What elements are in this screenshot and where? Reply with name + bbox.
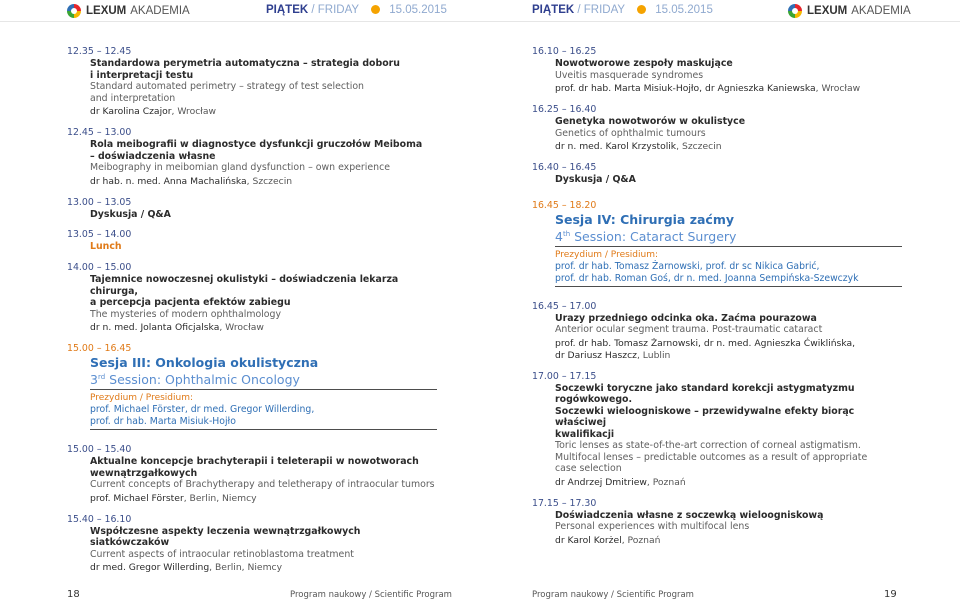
session-block (532, 200, 902, 287)
item-body (532, 383, 902, 489)
item-time: 16.45 – 17.00 (532, 300, 597, 312)
item-title-en: Personal experiences with multifocal lens (555, 521, 750, 533)
item-title-pl: Soczewki toryczne jako standard korekcji astygmatyzmu rogówkowego. (555, 382, 855, 406)
item-title-pl: wewnątrzgałkowych (90, 467, 198, 479)
item-title-en: Meibography in meibomian gland dysfunction – own experience (90, 162, 391, 173)
item-time: 15.40 – 16.10 (67, 513, 132, 525)
session-block (67, 343, 437, 430)
item-title-en: Anterior ocular segment trauma. Post-traumatic cataract (555, 324, 823, 336)
date-left-day: PIĄTEK (266, 4, 309, 16)
logo-left-bold: LEXUM (86, 5, 127, 17)
item-title-pl: – doświadczenia własne (90, 150, 216, 162)
item-title-pl: Współczesne aspekty leczenia wewnątrzgałkowych siatkówczaków (90, 525, 361, 549)
session-title-en (555, 227, 902, 244)
left-items-2 (67, 444, 437, 574)
date-left (266, 4, 447, 16)
item-time: 16.10 – 16.25 (532, 46, 597, 57)
item-speaker (90, 106, 437, 118)
item-time: 12.35 – 12.45 (67, 46, 132, 57)
item-title-en: and interpretation (90, 92, 176, 104)
speaker-city: , Berlin, Niemcy (209, 562, 283, 574)
right-items-2 (532, 301, 902, 547)
speaker-name: dr Karolina Czajor (90, 106, 172, 117)
program-item (532, 498, 902, 547)
presidium-names: prof. dr hab. Marta Misiuk-Hojło (90, 416, 236, 428)
logo-right-light: AKADEMIA (851, 5, 911, 17)
item-title-pl: Urazy przedniego odcinka oka. Zaćma pourazowa (555, 312, 817, 324)
date-dot-icon (637, 5, 646, 14)
item-body (67, 241, 437, 253)
program-item (67, 444, 437, 505)
speaker-name: dr Karol Korżel (555, 534, 622, 546)
item-title-pl: Nowotworowe zespoły maskujące (555, 58, 733, 69)
logo-right-bold: LEXUM (807, 5, 848, 17)
item-title-en: The mysteries of modern ophthalmology (90, 308, 282, 320)
item-title-en: Genetics of ophthalmic tumours (555, 127, 706, 139)
program-item (67, 514, 437, 575)
session-title-pl: Sesja IV: Chirurgia zaćmy (555, 211, 735, 227)
date-right (532, 4, 713, 16)
item-title-pl: i interpretacji testu (90, 69, 194, 81)
item-body (532, 174, 902, 186)
session-title-pl: Sesja III: Onkologia okulistyczna (90, 355, 319, 370)
item-title-en: Current concepts of Brachytherapy and teletherapy of intraocular tumors (90, 479, 435, 491)
item-title-en: Current aspects of intraocular retinoblastoma treatment (90, 548, 354, 560)
item-title-pl: Rola meibografii w diagnostyce dysfunkcji gruczołów Meiboma (90, 139, 423, 150)
item-time: 17.00 – 17.15 (532, 370, 597, 382)
page-number-right: 19 (884, 589, 897, 600)
lexum-logo-icon (67, 4, 81, 18)
item-title-pl: a percepcja pacjenta efektów zabiegu (90, 297, 291, 308)
presidium-names: prof. dr hab. Tomasz Żarnowski, prof. dr sc Nikica Gabrić, (555, 260, 820, 272)
speaker-name: dr Andrzej Dmitriew (555, 476, 647, 488)
item-speaker (555, 477, 902, 489)
item-body (67, 209, 437, 221)
presidium-names: prof. dr hab. Roman Goś, dr n. med. Joanna Sempińska-Szewczyk (555, 272, 859, 284)
logo-left-light: AKADEMIA (130, 5, 190, 17)
session-number: 3 (90, 372, 98, 388)
speaker-name: prof. dr hab. Marta Misiuk-Hojło, dr Agnieszka Kaniewska (555, 83, 816, 94)
item-body (67, 274, 437, 334)
item-body (532, 313, 902, 362)
item-time: 16.25 – 16.40 (532, 104, 597, 115)
session-divider (90, 429, 437, 430)
program-item (532, 301, 902, 362)
session-title-en-text: Session: Cataract Surgery (574, 228, 737, 244)
item-speaker (555, 83, 902, 95)
left-items (67, 46, 437, 334)
item-body (532, 116, 902, 153)
item-speaker (90, 493, 437, 505)
program-item (67, 229, 437, 253)
speaker-city: , Poznań (646, 476, 686, 488)
item-title-pl: Dyskusja / Q&A (555, 174, 636, 185)
session-time: 16.45 – 18.20 (532, 199, 597, 211)
item-title-en: case selection (555, 463, 622, 475)
item-speaker (90, 322, 437, 334)
item-title-pl: Aktualne koncepcje brachyterapii i teleterapii w nowotworach (90, 456, 419, 468)
presidium-label: Prezydium / Presidium: (555, 249, 659, 260)
program-item (67, 197, 437, 221)
logo-right (788, 3, 911, 19)
speaker-name: prof. Michael Förster (90, 492, 184, 504)
session-divider (555, 286, 902, 287)
speaker-city: , Wrocław (815, 83, 861, 94)
speaker-name: dr n. med. Jolanta Oficjalska (90, 322, 220, 333)
item-title-en: Toric lenses as state-of-the-art correction of corneal astigmatism. (555, 440, 861, 452)
speaker-city: , Szczecin (246, 175, 293, 187)
item-title-pl: Dyskusja / Q&A (90, 208, 171, 220)
item-title-pl: Soczewki wieloogniskowe – przewidywalne efekty biorąc właściwej (555, 405, 855, 429)
speaker-city: , Berlin, Niemcy (183, 492, 257, 504)
item-title-en: Standard automated perimetry – strategy of test selection (90, 81, 365, 92)
item-speaker (555, 535, 902, 547)
item-title-pl: Standardowa perymetria automatyczna – strategia doboru (90, 58, 400, 69)
speaker-name: dr hab. n. med. Anna Machalińska (90, 175, 247, 187)
page-number-left: 18 (67, 589, 80, 600)
session-number-suffix: rd (97, 373, 106, 381)
item-time: 13.00 – 13.05 (67, 196, 132, 208)
item-speaker (555, 141, 902, 153)
item-break-label: Lunch (90, 241, 122, 252)
speaker-name: dr med. Gregor Willerding (90, 562, 210, 574)
date-right-day: PIĄTEK (532, 4, 575, 16)
speaker-city: , Poznań (621, 534, 661, 546)
item-speaker (555, 338, 902, 362)
item-body (67, 526, 437, 575)
program-item (532, 371, 902, 489)
item-speaker (90, 176, 437, 188)
presidium-label: Prezydium / Presidium: (90, 393, 194, 404)
date-dot-icon (371, 5, 380, 14)
session-title-en-text: Session: Ophthalmic Oncology (109, 372, 300, 388)
date-left-date: 15.05.2015 (389, 4, 447, 16)
speaker-city: , Wrocław (171, 106, 217, 117)
program-item (532, 162, 902, 186)
program-item (532, 104, 902, 153)
footer-left: Program naukowy / Scientific Program (290, 590, 452, 600)
speaker-name: dr Dariusz Haszcz (555, 349, 637, 361)
lexum-logo-icon (788, 4, 802, 18)
item-title-pl: Doświadczenia własne z soczewką wieloogniskową (555, 509, 824, 521)
left-column (67, 46, 437, 583)
program-item (67, 262, 437, 334)
item-body (532, 58, 902, 95)
item-title-en: Uveitis masquerade syndromes (555, 69, 704, 81)
footer-right: Program naukowy / Scientific Program (532, 590, 694, 600)
program-item (67, 127, 437, 188)
item-time: 16.40 – 16.45 (532, 162, 597, 173)
date-right-date: 15.05.2015 (655, 4, 713, 16)
item-title-pl: kwalifikacji (555, 428, 615, 440)
speaker-city: , Szczecin (676, 141, 722, 152)
item-title-pl: Tajemnice nowoczesnej okulistyki – doświadczenia lekarza chirurga, (90, 274, 399, 297)
right-items (532, 46, 902, 186)
item-time: 15.00 – 15.40 (67, 444, 132, 456)
right-column (532, 46, 902, 556)
session-number-suffix: th (562, 229, 571, 238)
session-title-en (90, 370, 437, 387)
item-body (532, 510, 902, 547)
item-time: 17.15 – 17.30 (532, 497, 597, 509)
item-time: 14.00 – 15.00 (67, 262, 132, 273)
session-time: 15.00 – 16.45 (67, 343, 132, 354)
speaker-name: prof. dr hab. Tomasz Żarnowski, dr n. med. Agnieszka Ćwiklińska, (555, 337, 856, 349)
session-number: 4 (555, 228, 563, 244)
program-item (67, 46, 437, 118)
item-title-en: Multifocal lenses – predictable outcomes as a result of appropriate (555, 451, 868, 463)
date-left-sep: / FRIDAY (311, 4, 359, 16)
item-body (67, 139, 437, 188)
logo-left (67, 3, 190, 19)
item-time: 13.05 – 14.00 (67, 229, 132, 240)
speaker-name: dr n. med. Karol Krzystolik (555, 141, 677, 152)
speaker-city: , Wrocław (219, 322, 264, 333)
item-speaker (90, 562, 437, 574)
date-right-sep: / FRIDAY (577, 4, 625, 16)
presidium-names: prof. Michael Förster, dr med. Gregor Willerding, (90, 404, 315, 416)
item-body (67, 456, 437, 505)
item-body (67, 58, 437, 118)
program-item (532, 46, 902, 95)
item-time: 12.45 – 13.00 (67, 127, 132, 138)
item-title-pl: Genetyka nowotworów w okulistyce (555, 116, 746, 127)
speaker-city: , Lublin (636, 349, 671, 361)
